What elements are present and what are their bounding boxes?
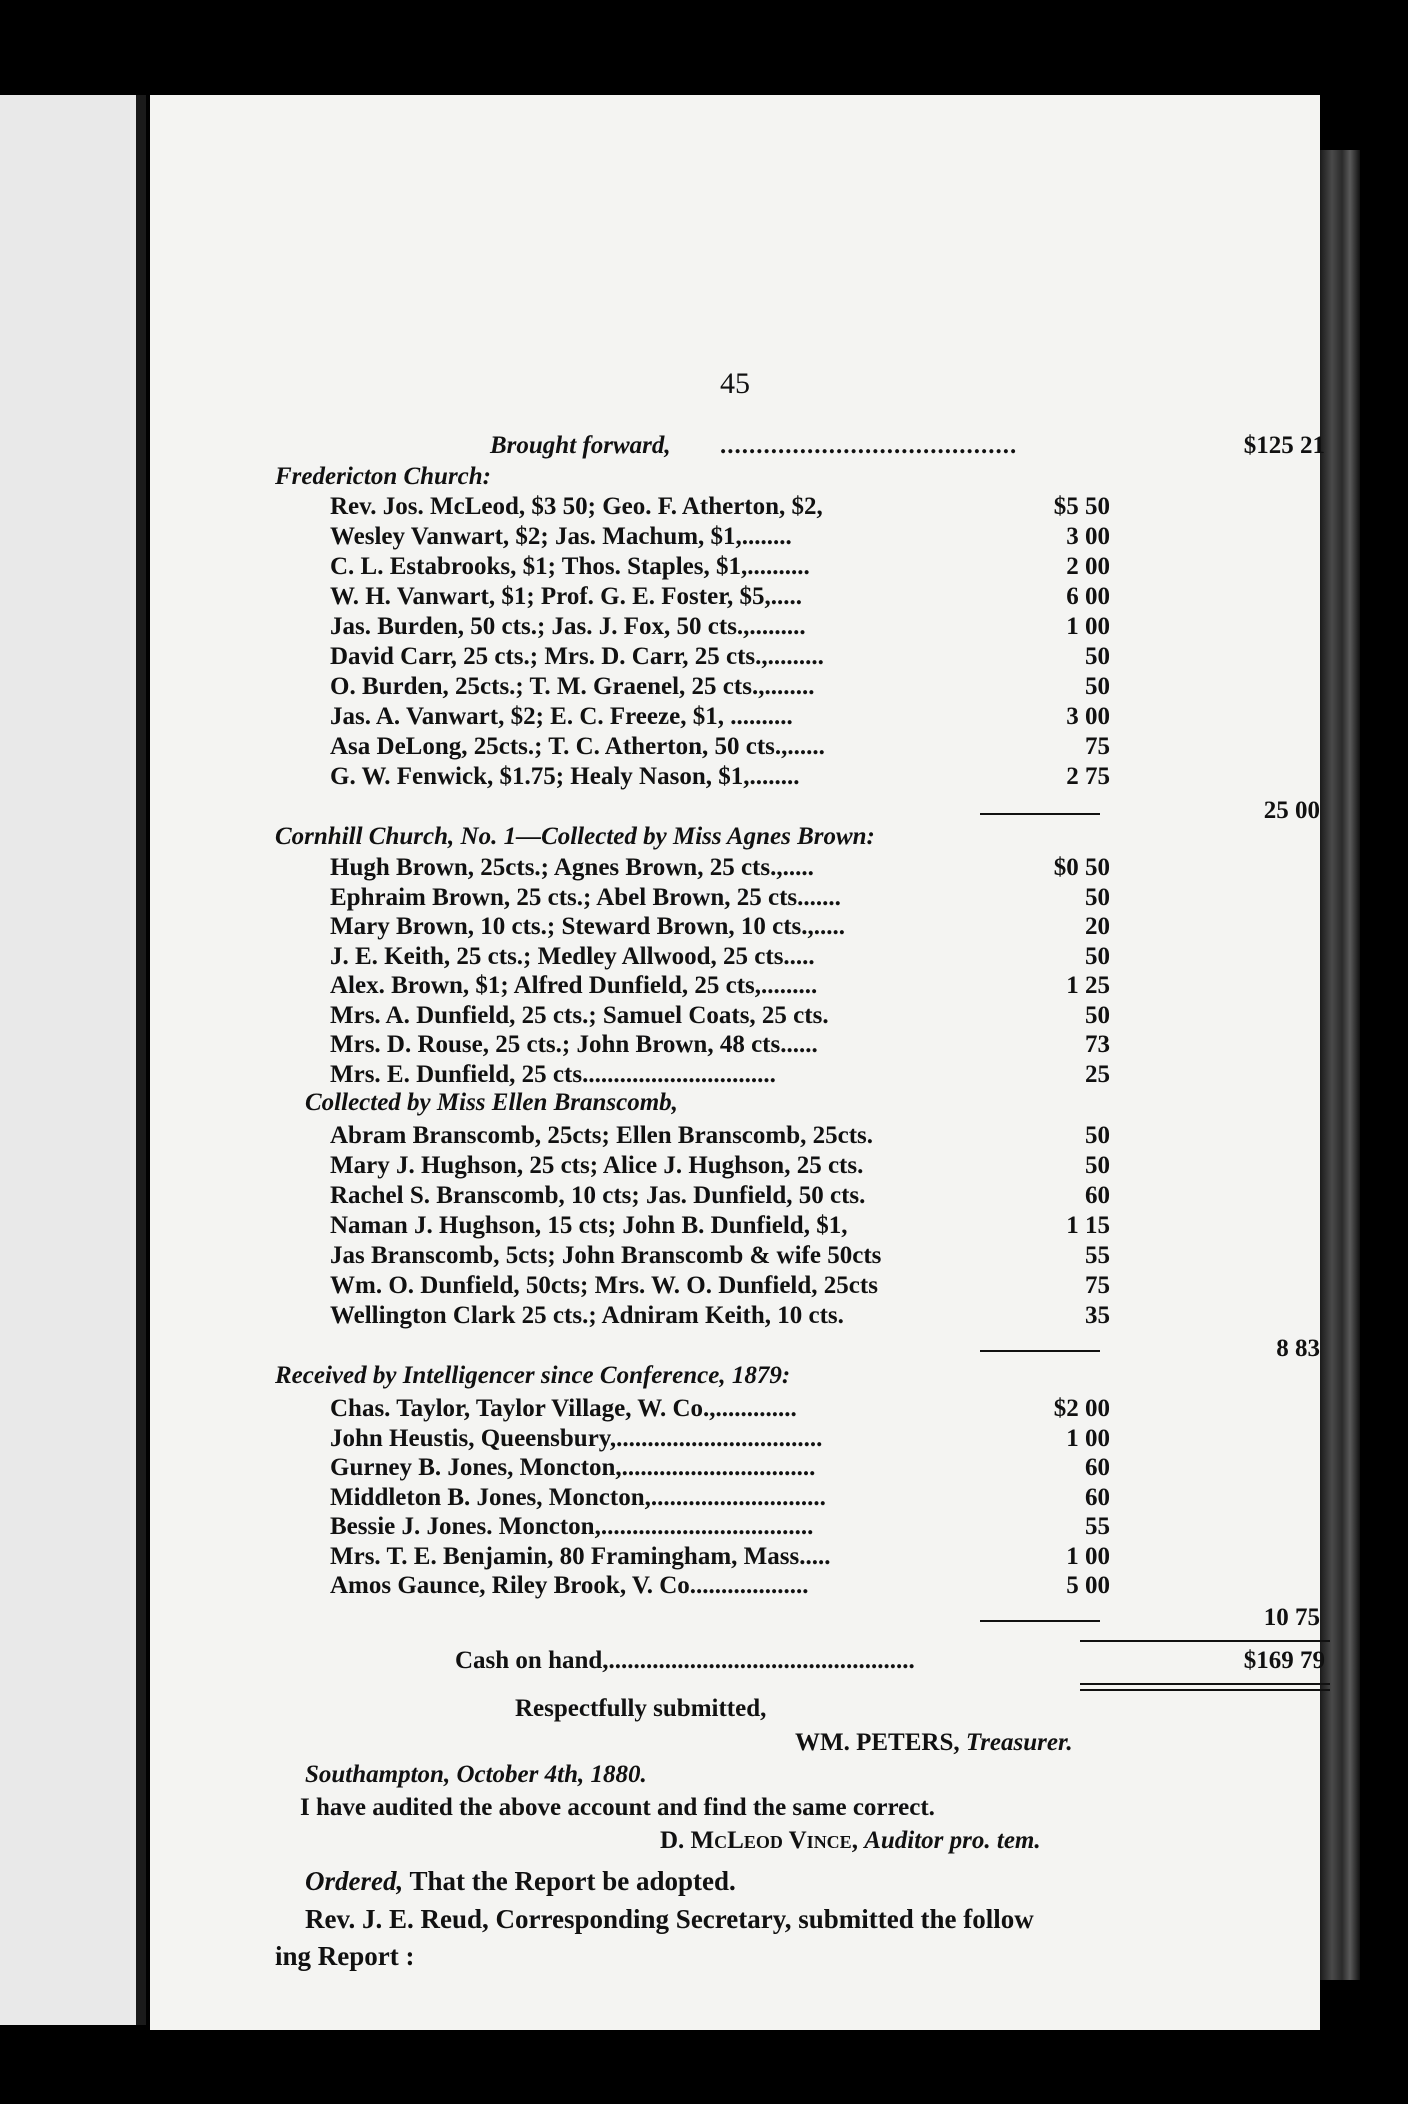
ledger-row bbox=[330, 1180, 1110, 1212]
ledger-entry-text: Asa DeLong, 25cts.; T. C. Atherton, 50 cts.,...... bbox=[330, 733, 825, 760]
ordered-word: Ordered, bbox=[305, 1866, 404, 1896]
ledger-entry-text: Chas. Taylor, Taylor Village, W. Co.,............. bbox=[330, 1395, 797, 1422]
ledger-row bbox=[330, 1059, 1110, 1091]
section-heading-cornhill: Cornhill Church, No. 1—Collected by Miss Agnes Brown: bbox=[275, 823, 875, 850]
treasurer-title: Treasurer. bbox=[965, 1729, 1073, 1756]
ledger-row bbox=[330, 882, 1110, 914]
ledger-row bbox=[330, 581, 1110, 613]
ledger-entry-amount: 3 00 bbox=[1066, 703, 1110, 730]
ledger-row bbox=[330, 1240, 1110, 1272]
ledger-entry-text: Mrs. T. E. Benjamin, 80 Framingham, Mass..... bbox=[330, 1542, 831, 1570]
ledger-entry-text: J. E. Keith, 25 cts.; Medley Allwood, 25 cts..... bbox=[330, 942, 815, 970]
section-heading-intelligencer: Received by Intelligencer since Conference, 1879: bbox=[275, 1362, 791, 1389]
ledger-entry-amount: 50 bbox=[1085, 942, 1110, 970]
double-rule-top bbox=[1080, 1683, 1330, 1685]
treasurer-signature bbox=[795, 1727, 1073, 1759]
ledger-entry-text: Bessie J. Jones. Moncton,.................................. bbox=[330, 1513, 814, 1540]
ledger-entry-text: G. W. Fenwick, $1.75; Healy Nason, $1,........ bbox=[330, 763, 800, 790]
ledger-row bbox=[330, 941, 1110, 973]
grand-total-rule bbox=[1080, 1640, 1330, 1642]
branscomb-total-row bbox=[1090, 1333, 1330, 1365]
ledger-entry-amount: 25 bbox=[1085, 1060, 1110, 1088]
ledger-entry-text: Jas Branscomb, 5cts; John Branscomb & wife 50cts bbox=[330, 1242, 882, 1269]
ledger-entry-amount: 55 bbox=[1085, 1242, 1110, 1269]
secretary-line-1: Rev. J. E. Reud, Corresponding Secretary, submitted the follow bbox=[305, 1904, 1034, 1934]
audit-statement: I have audited the above account and find the same correct. bbox=[300, 1794, 935, 1821]
ledger-row bbox=[330, 852, 1110, 884]
cash-on-hand-row bbox=[455, 1645, 1335, 1677]
ledger-entry-text: Naman J. Hughson, 15 cts; John B. Dunfield, $1, bbox=[330, 1212, 848, 1239]
ledger-entry-amount: $2 00 bbox=[1053, 1395, 1110, 1422]
intelligencer-total: 10 75 bbox=[1263, 1604, 1320, 1631]
ledger-entry-text: Ephraim Brown, 25 cts.; Abel Brown, 25 cts....... bbox=[330, 883, 841, 911]
ledger-entry-amount: 60 bbox=[1085, 1483, 1110, 1511]
ledger-entry-amount: 2 00 bbox=[1066, 553, 1110, 580]
ledger-row bbox=[330, 1511, 1110, 1543]
ledger-row bbox=[330, 701, 1110, 733]
ledger-entry-text: John Heustis, Queensbury,................................. bbox=[330, 1424, 823, 1452]
ledger-row bbox=[330, 1541, 1110, 1573]
ledger-entry-text: C. L. Estabrooks, $1; Thos. Staples, $1,.......... bbox=[330, 553, 810, 580]
ledger-entry-amount: 50 bbox=[1085, 1001, 1110, 1029]
section-heading-branscomb: Collected by Miss Ellen Branscomb, bbox=[305, 1089, 678, 1116]
ledger-row bbox=[330, 761, 1110, 793]
ledger-entry-amount: 50 bbox=[1085, 1122, 1110, 1149]
ledger-row bbox=[330, 1000, 1110, 1032]
ledger-row bbox=[330, 521, 1110, 553]
ledger-entry-text: Amos Gaunce, Riley Brook, V. Co................... bbox=[330, 1572, 809, 1599]
fredericton-total: 25 00 bbox=[1263, 797, 1320, 824]
ledger-entry-text: Mary J. Hughson, 25 cts; Alice J. Hughson, 25 cts. bbox=[330, 1152, 864, 1179]
ledger-entry-text: Jas. Burden, 50 cts.; Jas. J. Fox, 50 cts.,......... bbox=[330, 613, 806, 640]
ledger-entry-text: Mrs. E. Dunfield, 25 cts............................... bbox=[330, 1060, 776, 1088]
ledger-entry-amount: 60 bbox=[1085, 1454, 1110, 1481]
ledger-row bbox=[330, 1482, 1110, 1514]
ledger-entry-text: Mrs. A. Dunfield, 25 cts.; Samuel Coats, 25 cts. bbox=[330, 1001, 829, 1029]
ledger-entry-amount: 1 25 bbox=[1066, 972, 1110, 999]
dot-leader: ......................................... bbox=[720, 432, 1018, 459]
ledger-entry-amount: 2 75 bbox=[1066, 763, 1110, 790]
ordered-line bbox=[305, 1865, 736, 1897]
ledger-row bbox=[330, 1423, 1110, 1455]
cash-on-hand-label: Cash on hand,................................................. bbox=[455, 1647, 915, 1674]
ledger-entry-amount: 1 00 bbox=[1066, 1424, 1110, 1452]
ledger-row bbox=[330, 1452, 1110, 1484]
ledger-row bbox=[330, 551, 1110, 583]
double-rule-bottom bbox=[1080, 1689, 1330, 1691]
ledger-row bbox=[330, 641, 1110, 673]
fredericton-total-row bbox=[1090, 795, 1330, 827]
ledger-row bbox=[330, 970, 1110, 1002]
ledger-entry-text: Wellington Clark 25 cts.; Adniram Keith, 10 cts. bbox=[330, 1302, 844, 1329]
ledger-entry-amount: 73 bbox=[1085, 1031, 1110, 1058]
ledger-entry-amount: 1 15 bbox=[1066, 1212, 1110, 1239]
ledger-entry-text: Alex. Brown, $1; Alfred Dunfield, 25 cts,......... bbox=[330, 972, 818, 999]
adjacent-page-edge bbox=[0, 95, 138, 2025]
ledger-row bbox=[330, 911, 1110, 943]
ordered-text: That the Report be adopted. bbox=[409, 1866, 736, 1896]
ledger-entry-amount: 3 00 bbox=[1066, 523, 1110, 550]
book-fore-edge bbox=[1320, 150, 1360, 1980]
ledger-entry-text: Mrs. D. Rouse, 25 cts.; John Brown, 48 cts...... bbox=[330, 1031, 818, 1058]
ledger-entry-text: Wm. O. Dunfield, 50cts; Mrs. W. O. Dunfield, 25cts bbox=[330, 1272, 878, 1299]
ledger-entry-text: Jas. A. Vanwart, $2; E. C. Freeze, $1, .......... bbox=[330, 703, 793, 730]
auditor-title: Auditor pro. tem. bbox=[864, 1827, 1041, 1854]
subtotal-rule bbox=[980, 1350, 1100, 1352]
brought-forward-row bbox=[345, 430, 1335, 462]
ledger-entry-amount: 20 bbox=[1085, 913, 1110, 940]
ledger-entry-amount: 1 00 bbox=[1066, 613, 1110, 640]
ledger-entry-amount: 55 bbox=[1085, 1513, 1110, 1540]
ledger-entry-text: Abram Branscomb, 25cts; Ellen Branscomb, 25cts. bbox=[330, 1122, 874, 1149]
ledger-entry-amount: 75 bbox=[1085, 1272, 1110, 1299]
auditor-name: D. McLeod Vince, bbox=[660, 1827, 858, 1854]
ledger-entry-amount: 60 bbox=[1085, 1182, 1110, 1209]
ledger-row bbox=[330, 1300, 1110, 1332]
ledger-entry-amount: 50 bbox=[1085, 883, 1110, 911]
ledger-entry-amount: 50 bbox=[1085, 673, 1110, 700]
cash-on-hand-amount: $169 79 bbox=[1243, 1647, 1325, 1674]
ledger-entry-text: David Carr, 25 cts.; Mrs. D. Carr, 25 cts.,......... bbox=[330, 643, 824, 670]
subtotal-rule bbox=[980, 1620, 1100, 1622]
document-page bbox=[150, 95, 1325, 2030]
ledger-row bbox=[330, 731, 1110, 763]
ledger-entry-text: W. H. Vanwart, $1; Prof. G. E. Foster, $5,..... bbox=[330, 583, 802, 610]
treasurer-name: WM. PETERS, bbox=[795, 1729, 960, 1756]
intelligencer-total-row bbox=[1090, 1602, 1330, 1634]
brought-forward-amount: $125 21 bbox=[1243, 432, 1325, 459]
ledger-entry-text: Gurney B. Jones, Moncton,............................... bbox=[330, 1454, 816, 1481]
respectfully-submitted: Respectfully submitted, bbox=[515, 1695, 767, 1722]
secretary-line-2: ing Report : bbox=[275, 1941, 415, 1971]
ledger-row bbox=[330, 1270, 1110, 1302]
ledger-entry-amount: 35 bbox=[1085, 1302, 1110, 1329]
ledger-row bbox=[330, 1150, 1110, 1182]
ledger-row bbox=[330, 1029, 1110, 1061]
ledger-entry-text: Hugh Brown, 25cts.; Agnes Brown, 25 cts.,..... bbox=[330, 854, 814, 881]
ledger-row bbox=[330, 611, 1110, 643]
ledger-row bbox=[330, 491, 1110, 523]
binding-shadow bbox=[136, 95, 146, 2025]
branscomb-total: 8 83 bbox=[1276, 1335, 1320, 1362]
auditor-signature bbox=[660, 1825, 1041, 1857]
ledger-entry-text: Wesley Vanwart, $2; Jas. Machum, $1,........ bbox=[330, 523, 792, 550]
ledger-entry-amount: 5 00 bbox=[1066, 1572, 1110, 1599]
ledger-row bbox=[330, 1120, 1110, 1152]
ledger-entry-amount: 75 bbox=[1085, 733, 1110, 760]
ledger-entry-amount: $5 50 bbox=[1053, 493, 1110, 520]
ledger-entry-amount: 50 bbox=[1085, 643, 1110, 670]
ledger-row bbox=[330, 1393, 1110, 1425]
ledger-entry-text: O. Burden, 25cts.; T. M. Graenel, 25 cts.,........ bbox=[330, 673, 815, 700]
place-and-date: Southampton, October 4th, 1880. bbox=[305, 1761, 647, 1788]
ledger-entry-text: Middleton B. Jones, Moncton,............................ bbox=[330, 1483, 826, 1511]
ledger-entry-text: Rev. Jos. McLeod, $3 50; Geo. F. Atherton, $2, bbox=[330, 493, 823, 520]
subtotal-rule bbox=[980, 813, 1100, 815]
brought-forward-label: Brought forward, bbox=[490, 432, 671, 459]
page-number: 45 bbox=[720, 367, 750, 400]
ledger-row bbox=[330, 1210, 1110, 1242]
section-heading-fredericton: Fredericton Church: bbox=[275, 463, 492, 490]
ledger-entry-amount: 50 bbox=[1085, 1152, 1110, 1179]
ledger-row bbox=[330, 1570, 1110, 1602]
ledger-entry-amount: 6 00 bbox=[1066, 583, 1110, 610]
ledger-entry-text: Rachel S. Branscomb, 10 cts; Jas. Dunfield, 50 cts. bbox=[330, 1182, 866, 1209]
ledger-entry-amount: $0 50 bbox=[1053, 854, 1110, 881]
ledger-entry-text: Mary Brown, 10 cts.; Steward Brown, 10 cts.,..... bbox=[330, 913, 846, 940]
ledger-row bbox=[330, 671, 1110, 703]
ledger-entry-amount: 1 00 bbox=[1066, 1542, 1110, 1570]
